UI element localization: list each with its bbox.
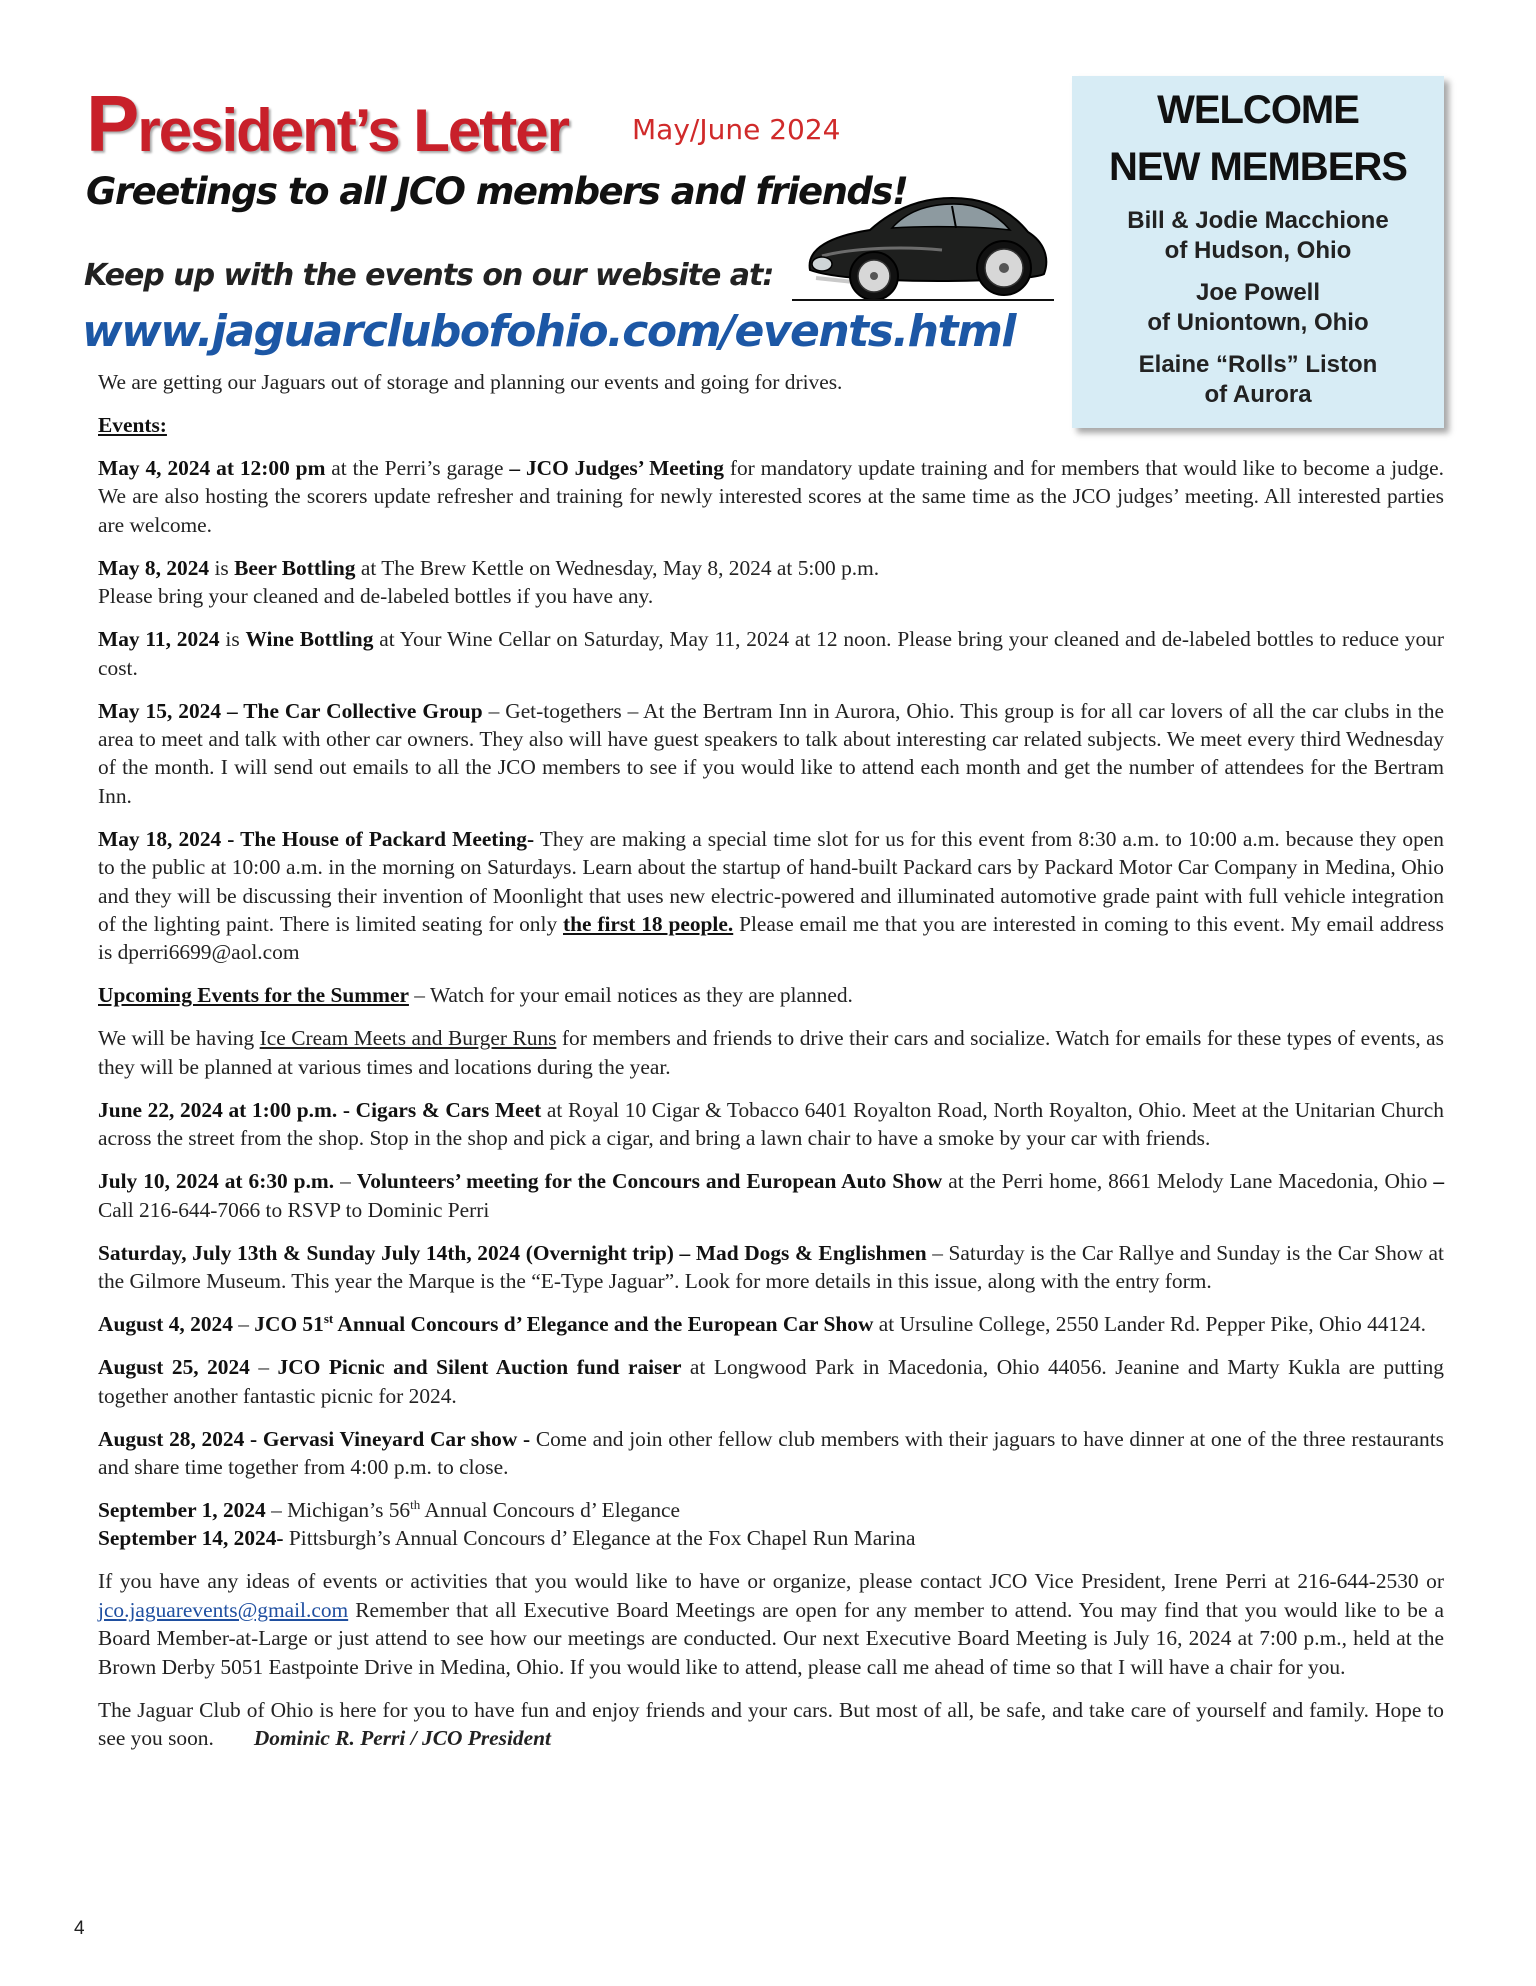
greeting-heading: Greetings to all JCO members and friends! <box>86 170 908 213</box>
ideas-paragraph: If you have any ideas of events or activities that you would like to have or organize, please contact JCO Vice President, Irene Perri at 216-644-2530 or jco.jaguarevents@gmail.com Remember that all Executive Board Meetings are open for any member to attend. You may find that you would like to be a Board Member-at-Large or just attend to see how our meetings are conducted. Our next Executive Board Meeting is July 16, 2024 at 7:00 p.m., held at the Brown Derby 5051 Eastpointe Drive in Medina, Ohio. If you would like to attend, please call me ahead of time so that I will have a chair for you. <box>98 1569 1444 1679</box>
new-member <box>1072 206 1444 266</box>
member-location: of Uniontown, Ohio <box>1147 309 1369 336</box>
intro-paragraph: We are getting our Jaguars out of storage and planning our events and going for drives. <box>98 370 843 394</box>
event-september-1: September 1, 2024 – Michigan’s 56th Annual Concours d’ Elegance <box>98 1496 681 1522</box>
event-september-14: September 14, 2024- Pittsburgh’s Annual Concours d’ Elegance at the Fox Chapel Run Marina <box>98 1526 916 1551</box>
welcome-heading-line1: WELCOME <box>1157 88 1359 132</box>
member-name: Joe Powell <box>1195 279 1321 306</box>
page-title <box>86 78 568 170</box>
event-august-28: August 28, 2024 - Gervasi Vineyard Car show - Come and join other fellow club members with their jaguars to have dinner at one of the three restaurants and share time together from 4:00 p.m. to close. <box>98 1426 1444 1479</box>
new-member <box>1072 278 1444 338</box>
event-may-4: May 4, 2024 at 12:00 pm at the Perri’s garage – JCO Judges’ Meeting for mandatory update training and for members that would like to become a judge. We are also hosting the scorers update refresher and training for newly interested scores at the same time as the JCO judges’ meeting. All interested parties are welcome. <box>98 456 1444 537</box>
member-location: of Hudson, Ohio <box>1164 237 1352 264</box>
page-number: 4 <box>74 1918 85 1939</box>
member-name: Bill & Jodie Macchione <box>1127 207 1389 234</box>
event-may-11: May 11, 2024 is Wine Bottling at Your Wine Cellar on Saturday, May 11, 2024 at 12 noon. Please bring your cleaned and de-labeled bottles to reduce your cost. <box>98 627 1444 680</box>
event-may-8: May 8, 2024 is Beer Bottling at The Brew Kettle on Wednesday, May 8, 2024 at 5:00 p.m. Please bring your cleaned and de-labeled bottles if you have any. <box>98 555 880 609</box>
signature: Dominic R. Perri / JCO President <box>253 1725 551 1750</box>
event-may-15: May 15, 2024 – The Car Collective Group – Get-togethers – At the Bertram Inn in Aurora, Ohio. This group is for all car lovers of all the car clubs in the area to meet and talk with other car owners. They also will have guest speakers to talk about interesting car related subjects. We meet every third Wednesday of the month. I will send out emails to all the JCO members to see if you would like to attend each month and get the number of attendees for the Bertram Inn. <box>98 698 1444 808</box>
jaguar-car-illustration <box>792 178 1054 304</box>
event-june-22: June 22, 2024 at 1:00 p.m. - Cigars & Cars Meet at Royal 10 Cigar & Tobacco 6401 Royalton Road, North Royalton, Ohio. Meet at the Unitarian Church across the street from the shop. Stop in the shop and pick a cigar, and bring a lawn chair to have a smoke by your car with friends. <box>98 1097 1444 1151</box>
website-link[interactable]: www.jaguarclubofohio.com/events.html <box>82 306 1015 357</box>
event-july-10: July 10, 2024 at 6:30 p.m. – Volunteers’ meeting for the Concours and European Auto Show at the Perri home, 8661 Melody Lane Macedonia, Ohio – Call 216-644-7066 to RSVP to Dominic Perri <box>98 1169 1445 1222</box>
event-august-25: August 25, 2024 – JCO Picnic and Silent Auction fund raiser at Longwood Park in Macedonia, Ohio 44056. Jeanine and Marty Kukla are putting together another fantastic picnic for 2024. <box>98 1355 1444 1408</box>
upcoming-events-heading: Upcoming Events for the Summer – Watch for your email notices as they are planned. <box>98 983 853 1008</box>
website-prompt: Keep up with the events on our website at: <box>84 258 774 293</box>
letter-body <box>98 368 1444 1767</box>
event-august-4: August 4, 2024 – JCO 51st Annual Concours d’ Elegance and the European Car Show at Ursuline College, 2550 Lander Rd. Pepper Pike, Ohio 44124. <box>98 1310 1426 1337</box>
event-july-13: Saturday, July 13th & Sunday July 14th, 2024 (Overnight trip) – Mad Dogs & Englishmen – Saturday is the Car Rallye and Sunday is the Car Show at the Gilmore Museum. This year the Marque is the “E-Type Jaguar”. Look for more details in this issue, along with the entry form. <box>98 1240 1444 1294</box>
event-may-18: May 18, 2024 - The House of Packard Meeting- They are making a special time slot for us for this event from 8:30 a.m. to 10:00 a.m. because they open to the public at 10:00 a.m. in the morning on Saturdays. Learn about the startup of hand-built Packard cars by Packard Motor Car Company in Medina, Ohio and they will be discussing their invention of Moonlight that uses new electric-powered and illuminated automotive grade paint with full vehicle integration of the lighting paint. There is limited seating for only the first 18 people. Please email me that you are interested in coming to this event. My email address is dperri6699@aol.com <box>98 826 1444 965</box>
closing-paragraph: The Jaguar Club of Ohio is here for you to have fun and enjoy friends and your cars. But most of all, be safe, and take care of yourself and family. Hope to see you soon. Dominic R. Perri / JCO President <box>98 1697 1444 1750</box>
title-initial: P <box>86 79 138 168</box>
title-text: resident’s Letter <box>137 97 568 164</box>
email-link[interactable]: jco.jaguarevents@gmail.com <box>98 1597 349 1622</box>
ice-cream-paragraph: We will be having Ice Cream Meets and Burger Runs for members and friends to drive their cars and socialize. Watch for emails for these types of events, as they will be planned at various times and locations during the year. <box>98 1026 1444 1079</box>
events-label: Events: <box>98 413 167 437</box>
member-location: of Aurora <box>1204 381 1312 408</box>
welcome-heading-line2: NEW MEMBERS <box>1109 145 1407 189</box>
issue-date: May/June 2024 <box>632 113 841 146</box>
member-name: Elaine “Rolls” Liston <box>1138 351 1378 378</box>
